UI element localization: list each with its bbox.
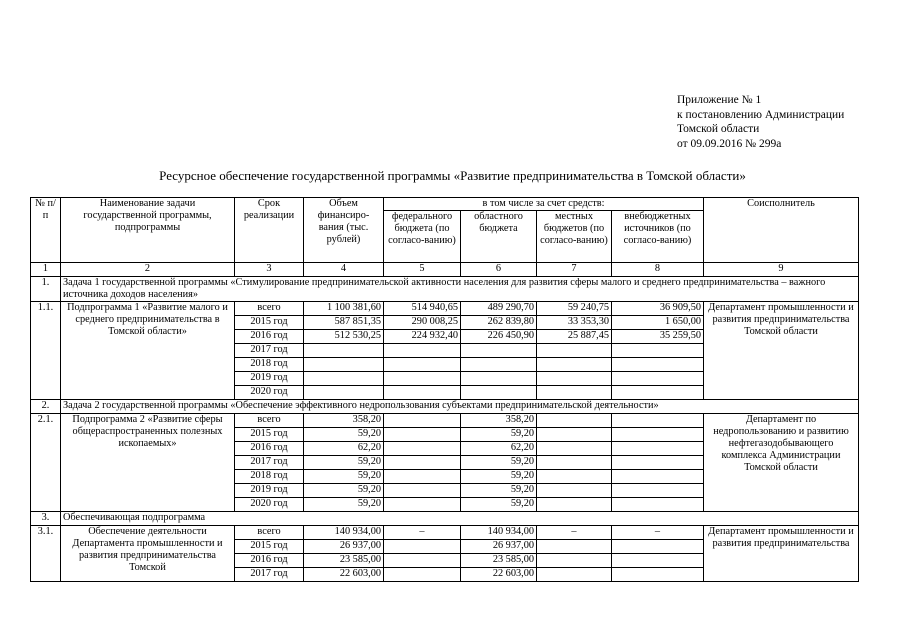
- federal-cell: [384, 498, 461, 512]
- federal-cell: [384, 386, 461, 400]
- column-number: 8: [612, 263, 704, 277]
- task-text: Задача 1 государственной программы «Стимулирование предпринимательской активности населения для развития сферы малого и среднего предпринимательства – важного источника доходов населения»: [61, 277, 859, 302]
- column-number: 2: [61, 263, 235, 277]
- regional-cell: 59,20: [461, 428, 537, 442]
- extra-cell: [612, 428, 704, 442]
- term-cell: всего: [235, 302, 304, 316]
- term-cell: 2018 год: [235, 358, 304, 372]
- federal-cell: [384, 470, 461, 484]
- header-extra: внебюджетных источников (по согласо-ванию): [612, 211, 704, 263]
- federal-cell: [384, 414, 461, 428]
- term-cell: 2016 год: [235, 554, 304, 568]
- appendix-line-1: Приложение № 1: [677, 94, 762, 106]
- federal-cell: [384, 358, 461, 372]
- term-cell: 2018 год: [235, 470, 304, 484]
- term-cell: 2016 год: [235, 330, 304, 344]
- column-number: 9: [704, 263, 859, 277]
- extra-cell: [612, 456, 704, 470]
- term-cell: 2015 год: [235, 540, 304, 554]
- term-cell: 2015 год: [235, 316, 304, 330]
- regional-cell: 26 937,00: [461, 540, 537, 554]
- local-cell: –: [537, 526, 612, 540]
- column-number: 3: [235, 263, 304, 277]
- regional-cell: [461, 386, 537, 400]
- regional-cell: 358,20: [461, 414, 537, 428]
- extra-cell: [612, 372, 704, 386]
- column-number-row: [31, 263, 859, 277]
- local-cell: 25 887,45: [537, 330, 612, 344]
- volume-cell: 512 530,25: [304, 330, 384, 344]
- volume-cell: 59,20: [304, 498, 384, 512]
- term-cell: 2019 год: [235, 484, 304, 498]
- regional-cell: 489 290,70: [461, 302, 537, 316]
- local-cell: [537, 554, 612, 568]
- local-cell: [537, 498, 612, 512]
- volume-cell: 587 851,35: [304, 316, 384, 330]
- header-num: № п/п: [31, 198, 61, 263]
- task-number: 1.: [31, 277, 61, 302]
- federal-cell: [384, 484, 461, 498]
- federal-cell: [384, 554, 461, 568]
- extra-cell: [612, 386, 704, 400]
- term-cell: 2020 год: [235, 498, 304, 512]
- term-cell: 2017 год: [235, 344, 304, 358]
- extra-cell: [612, 358, 704, 372]
- volume-cell: [304, 386, 384, 400]
- extra-cell: [612, 414, 704, 428]
- header-volume: Объем финансиро-вания (тыс. рублей): [304, 198, 384, 263]
- volume-cell: 140 934,00: [304, 526, 384, 540]
- local-cell: [537, 428, 612, 442]
- table-row: [31, 526, 859, 540]
- federal-cell: [384, 428, 461, 442]
- term-cell: 2017 год: [235, 456, 304, 470]
- local-cell: 59 240,75: [537, 302, 612, 316]
- task-text: Задача 2 государственной программы «Обеспечение эффективного недропользования субъектами предпринимательской деятельности»: [61, 400, 859, 414]
- volume-cell: 358,20: [304, 414, 384, 428]
- regional-cell: 23 585,00: [461, 554, 537, 568]
- federal-cell: 290 008,25: [384, 316, 461, 330]
- task-row: [31, 512, 859, 526]
- local-cell: [537, 386, 612, 400]
- header-local: местных бюджетов (по согласо-ванию): [537, 211, 612, 263]
- local-cell: [537, 442, 612, 456]
- volume-cell: 22 603,00: [304, 568, 384, 582]
- header-name: Наименование задачи государственной программы, подпрограммы: [61, 198, 235, 263]
- extra-cell: [612, 344, 704, 358]
- volume-cell: [304, 372, 384, 386]
- federal-cell: –: [384, 526, 461, 540]
- term-cell: всего: [235, 526, 304, 540]
- extra-cell: [612, 442, 704, 456]
- volume-cell: 62,20: [304, 442, 384, 456]
- subprogram-name: Подпрограмма 2 «Развитие сферы общераспространенных полезных ископаемых»: [61, 414, 235, 512]
- table-row: [31, 302, 859, 316]
- appendix-line-2: к постановлению Администрации: [677, 108, 845, 121]
- local-cell: [537, 372, 612, 386]
- regional-cell: 59,20: [461, 456, 537, 470]
- term-cell: всего: [235, 414, 304, 428]
- term-cell: 2020 год: [235, 386, 304, 400]
- federal-cell: [384, 568, 461, 582]
- volume-cell: 59,20: [304, 484, 384, 498]
- extra-cell: [612, 498, 704, 512]
- term-cell: 2016 год: [235, 442, 304, 456]
- extra-cell: [612, 554, 704, 568]
- extra-cell: [612, 470, 704, 484]
- extra-cell: –: [612, 526, 704, 540]
- task-number: 3.: [31, 512, 61, 526]
- appendix-line-3: Томской области: [677, 123, 760, 135]
- federal-cell: 224 932,40: [384, 330, 461, 344]
- header-including: в том числе за счет средств:: [384, 198, 704, 211]
- table-row: [31, 414, 859, 428]
- volume-cell: 59,20: [304, 428, 384, 442]
- regional-cell: [461, 344, 537, 358]
- subprogram-number: 3.1.: [31, 526, 61, 582]
- volume-cell: [304, 358, 384, 372]
- volume-cell: 23 585,00: [304, 554, 384, 568]
- resource-table: [30, 197, 859, 582]
- local-cell: [537, 358, 612, 372]
- federal-cell: 514 940,65: [384, 302, 461, 316]
- regional-cell: 140 934,00: [461, 526, 537, 540]
- term-cell: 2017 год: [235, 568, 304, 582]
- task-number: 2.: [31, 400, 61, 414]
- term-cell: 2019 год: [235, 372, 304, 386]
- local-cell: [537, 414, 612, 428]
- regional-cell: 62,20: [461, 442, 537, 456]
- regional-cell: [461, 372, 537, 386]
- volume-cell: 59,20: [304, 456, 384, 470]
- extra-cell: 1 650,00: [612, 316, 704, 330]
- volume-cell: [304, 344, 384, 358]
- appendix-line-4: от 09.09.2016 № 299а: [677, 137, 782, 150]
- regional-cell: 59,20: [461, 470, 537, 484]
- header-federal: федерального бюджета (по согласо-ванию): [384, 211, 461, 263]
- local-cell: [537, 484, 612, 498]
- local-cell: [537, 344, 612, 358]
- subprogram-number: 2.1.: [31, 414, 61, 512]
- regional-cell: 226 450,90: [461, 330, 537, 344]
- coexecutor-cell: Департамент промышленности и развития предпринимательства: [704, 526, 859, 582]
- document-title: Ресурсное обеспечение государственной программы «Развитие предпринимательства в Томской области»: [159, 168, 746, 183]
- regional-cell: 59,20: [461, 498, 537, 512]
- local-cell: 33 353,30: [537, 316, 612, 330]
- extra-cell: [612, 484, 704, 498]
- extra-cell: 35 259,50: [612, 330, 704, 344]
- subprogram-number: 1.1.: [31, 302, 61, 400]
- federal-cell: [384, 344, 461, 358]
- column-number: 6: [461, 263, 537, 277]
- local-cell: [537, 456, 612, 470]
- federal-cell: [384, 540, 461, 554]
- extra-cell: 36 909,50: [612, 302, 704, 316]
- coexecutor-cell: Департамент промышленности и развития предпринимательства Томской области: [704, 302, 859, 400]
- header-regional: областного бюджета: [461, 211, 537, 263]
- volume-cell: 59,20: [304, 470, 384, 484]
- extra-cell: [612, 568, 704, 582]
- column-number: 7: [537, 263, 612, 277]
- column-number: 4: [304, 263, 384, 277]
- volume-cell: 1 100 381,60: [304, 302, 384, 316]
- local-cell: [537, 540, 612, 554]
- coexecutor-cell: Департамент по недропользованию и развитию нефтегазодобывающего комплекса Администрации Томской области: [704, 414, 859, 512]
- subprogram-name: Подпрограмма 1 «Развитие малого и среднего предпринимательства в Томской области»: [61, 302, 235, 400]
- regional-cell: 262 839,80: [461, 316, 537, 330]
- task-row: [31, 277, 859, 302]
- local-cell: [537, 568, 612, 582]
- federal-cell: [384, 372, 461, 386]
- term-cell: 2015 год: [235, 428, 304, 442]
- regional-cell: [461, 358, 537, 372]
- local-cell: [537, 470, 612, 484]
- regional-cell: 22 603,00: [461, 568, 537, 582]
- regional-cell: 59,20: [461, 484, 537, 498]
- appendix-block: [677, 93, 844, 151]
- subprogram-name: Обеспечение деятельности Департамента промышленности и развития предпринимательства Томской: [61, 526, 235, 582]
- extra-cell: [612, 540, 704, 554]
- task-text: Обеспечивающая подпрограмма: [61, 512, 859, 526]
- federal-cell: [384, 442, 461, 456]
- federal-cell: [384, 456, 461, 470]
- header-term: Срок реализации: [235, 198, 304, 263]
- column-number: 5: [384, 263, 461, 277]
- volume-cell: 26 937,00: [304, 540, 384, 554]
- header-coexecutor: Соисполнитель: [704, 198, 859, 263]
- column-number: 1: [31, 263, 61, 277]
- task-row: [31, 400, 859, 414]
